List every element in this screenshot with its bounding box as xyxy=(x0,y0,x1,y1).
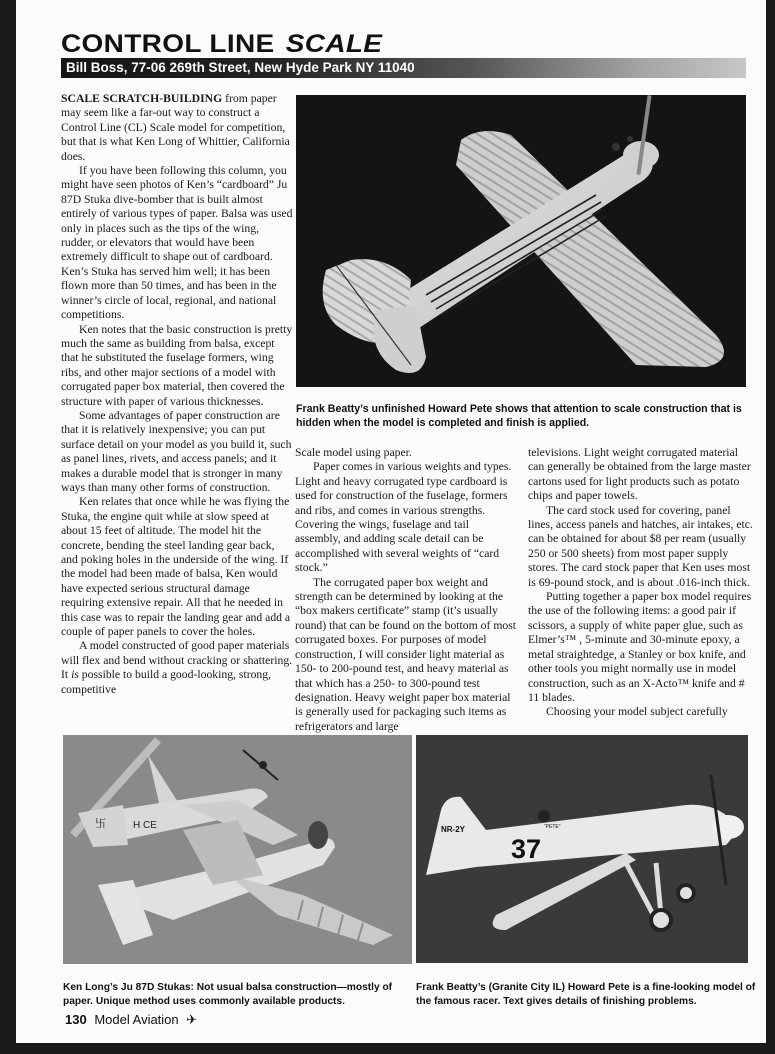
paragraph: Some advantages of paper construction are that it is relatively inexpensive; you can put surface detail on your model as you build it, such as panel lines, rivets, and access panels; and it makes a durable model that is stronger in many ways than many other forms of construction. xyxy=(61,408,292,494)
article-column-3 xyxy=(528,446,753,720)
airplane-icon: ✈ xyxy=(186,1012,198,1027)
howard-pete-illustration xyxy=(416,735,748,963)
page-number: 130 xyxy=(65,1012,87,1027)
article-column-1 xyxy=(61,92,293,697)
paragraph: Ken relates that once while he was flying the Stuka, the engine quit while at slow speed at about 15 feet of altitude. The model hit the concrete, bending the steel landing gear back, and poking holes in the underside of the wing. If the model had been made of balsa, Ken would have expected serious structural damage requiring extensive repair. All that he needed in this case was to repair the landing gear and add a couple of paper panels to cover the holes. xyxy=(61,495,291,639)
paragraph: Ken notes that the basic construction is pretty much the same as building from balsa, except that he substituted the fuselage formers, wing ribs, and other major sections of a model with corrugated paper box material, then covered the structure with paper of various thicknesses. xyxy=(61,322,293,408)
paragraph: Paper comes in various weights and types. Light and heavy corrugated type cardboard is used for construction of the fuselage, formers and ribs, and comes in various strengths. Covering the wings, fuselage and tail assembly, and adding scale detail can be accomplished with several weights of “card stock.” xyxy=(295,460,512,575)
article-column-2 xyxy=(295,446,517,734)
emphasis: is xyxy=(71,668,79,682)
photo-caption: Frank Beatty’s unfinished Howard Pete shows that attention to scale construction that is hidden when the model is completed and finish is applied. xyxy=(296,403,742,429)
paragraph xyxy=(61,639,293,697)
lead-in: SCALE SCRATCH-BUILDING xyxy=(61,92,223,105)
paragraph-text: A model constructed of good paper materials will flex and bend without cracking or shattering. It xyxy=(61,639,293,682)
paragraph: The card stock used for covering, panel lines, access panels and hatches, air intakes, etc. can be obtained for about $8 per ream (usually 250 or 500 sheets) from most paper supply stores. The card stock paper that Ken uses most is 69-pound stock, and is about .016-inch thick. xyxy=(528,503,753,589)
stuka-models-illustration xyxy=(63,735,412,964)
paragraph: televisions. Light weight corrugated material can generally be obtained from the large master cartons used for light products such as potato chips and paper towels. xyxy=(528,446,751,503)
swastika-marking: 卐 xyxy=(95,818,106,830)
author-address: Bill Boss, 77-06 269th Street, New Hyde Park NY 11040 xyxy=(66,60,415,75)
column-title-main: CONTROL LINE xyxy=(61,30,275,58)
magazine-page xyxy=(16,0,766,1043)
stuka-marking: H CE xyxy=(133,820,157,831)
fuselage-name: “PETE” xyxy=(544,824,561,830)
author-bar xyxy=(61,58,746,78)
page-footer xyxy=(65,1012,197,1028)
paragraph: If you have been following this column, you might have seen photos of Ken’s “cardboard” Ju 87D Stuka dive-bomber that is built almost entirely of various types of paper. Balsa was used only in places such as the tips of the wing, rudder, or elevators that would have been extremely difficult to shape out of cardboard. Ken’s Stuka has served him well; it has been flown more than 50 times, and has been in the winner’s circle of local, regional, and national competitions. xyxy=(61,164,293,322)
unfinished-airframe-illustration xyxy=(296,95,746,387)
publication-name: Model Aviation xyxy=(94,1012,179,1027)
registration-marking: NR-2Y xyxy=(441,825,466,834)
paragraph-text: possible to build a good-looking, strong, competitive xyxy=(61,668,272,696)
photo-caption: Frank Beatty’s (Granite City IL) Howard Pete is a fine-looking model of the famous racer. Text gives details of finishing problems. xyxy=(416,982,756,1007)
photo-ju87d-stukas xyxy=(63,735,412,964)
race-number: 37 xyxy=(511,834,542,864)
photo-howard-pete-racer xyxy=(416,735,748,963)
paragraph-text: from paper may seem like a far-out way to construct a Control Line (CL) Scale model for competition, but that is what Ken Long of Whittier, California does. xyxy=(61,92,290,163)
column-title xyxy=(61,30,382,58)
paragraph xyxy=(61,92,293,164)
paragraph: Scale model using paper. xyxy=(295,446,412,459)
photo-caption: Ken Long’s Ju 87D Stukas: Not usual balsa construction—mostly of paper. Unique method uses commonly available products. xyxy=(63,982,393,1007)
photo-unfinished-howard-pete xyxy=(296,95,746,387)
column-title-italic: SCALE xyxy=(285,30,383,58)
paragraph: Putting together a paper box model requires the use of the following items: a good pair if scissors, a supply of white paper glue, such as Elmer’s™ , 5-minute and 30-minute epoxy, a metal straightedge, a Stanley or box knife, and other tools you might normally use in model construction, such as an X-Acto™ knife and # 11 blades. xyxy=(528,590,752,704)
paragraph: Choosing your model subject carefully xyxy=(546,705,728,719)
paragraph: The corrugated paper box weight and strength can be determined by looking at the “box makers certificate” stamp (it’s usually round) that can be found on the bottom of most corrugated boxes. For purposes of model construction, I will consider light material as 150- to 200-pound test, and heavy material as that which has a 250- to 300-pound test designation. Heavy weight paper box material is generally used for packaging such items as refrigerators and large xyxy=(295,575,517,733)
